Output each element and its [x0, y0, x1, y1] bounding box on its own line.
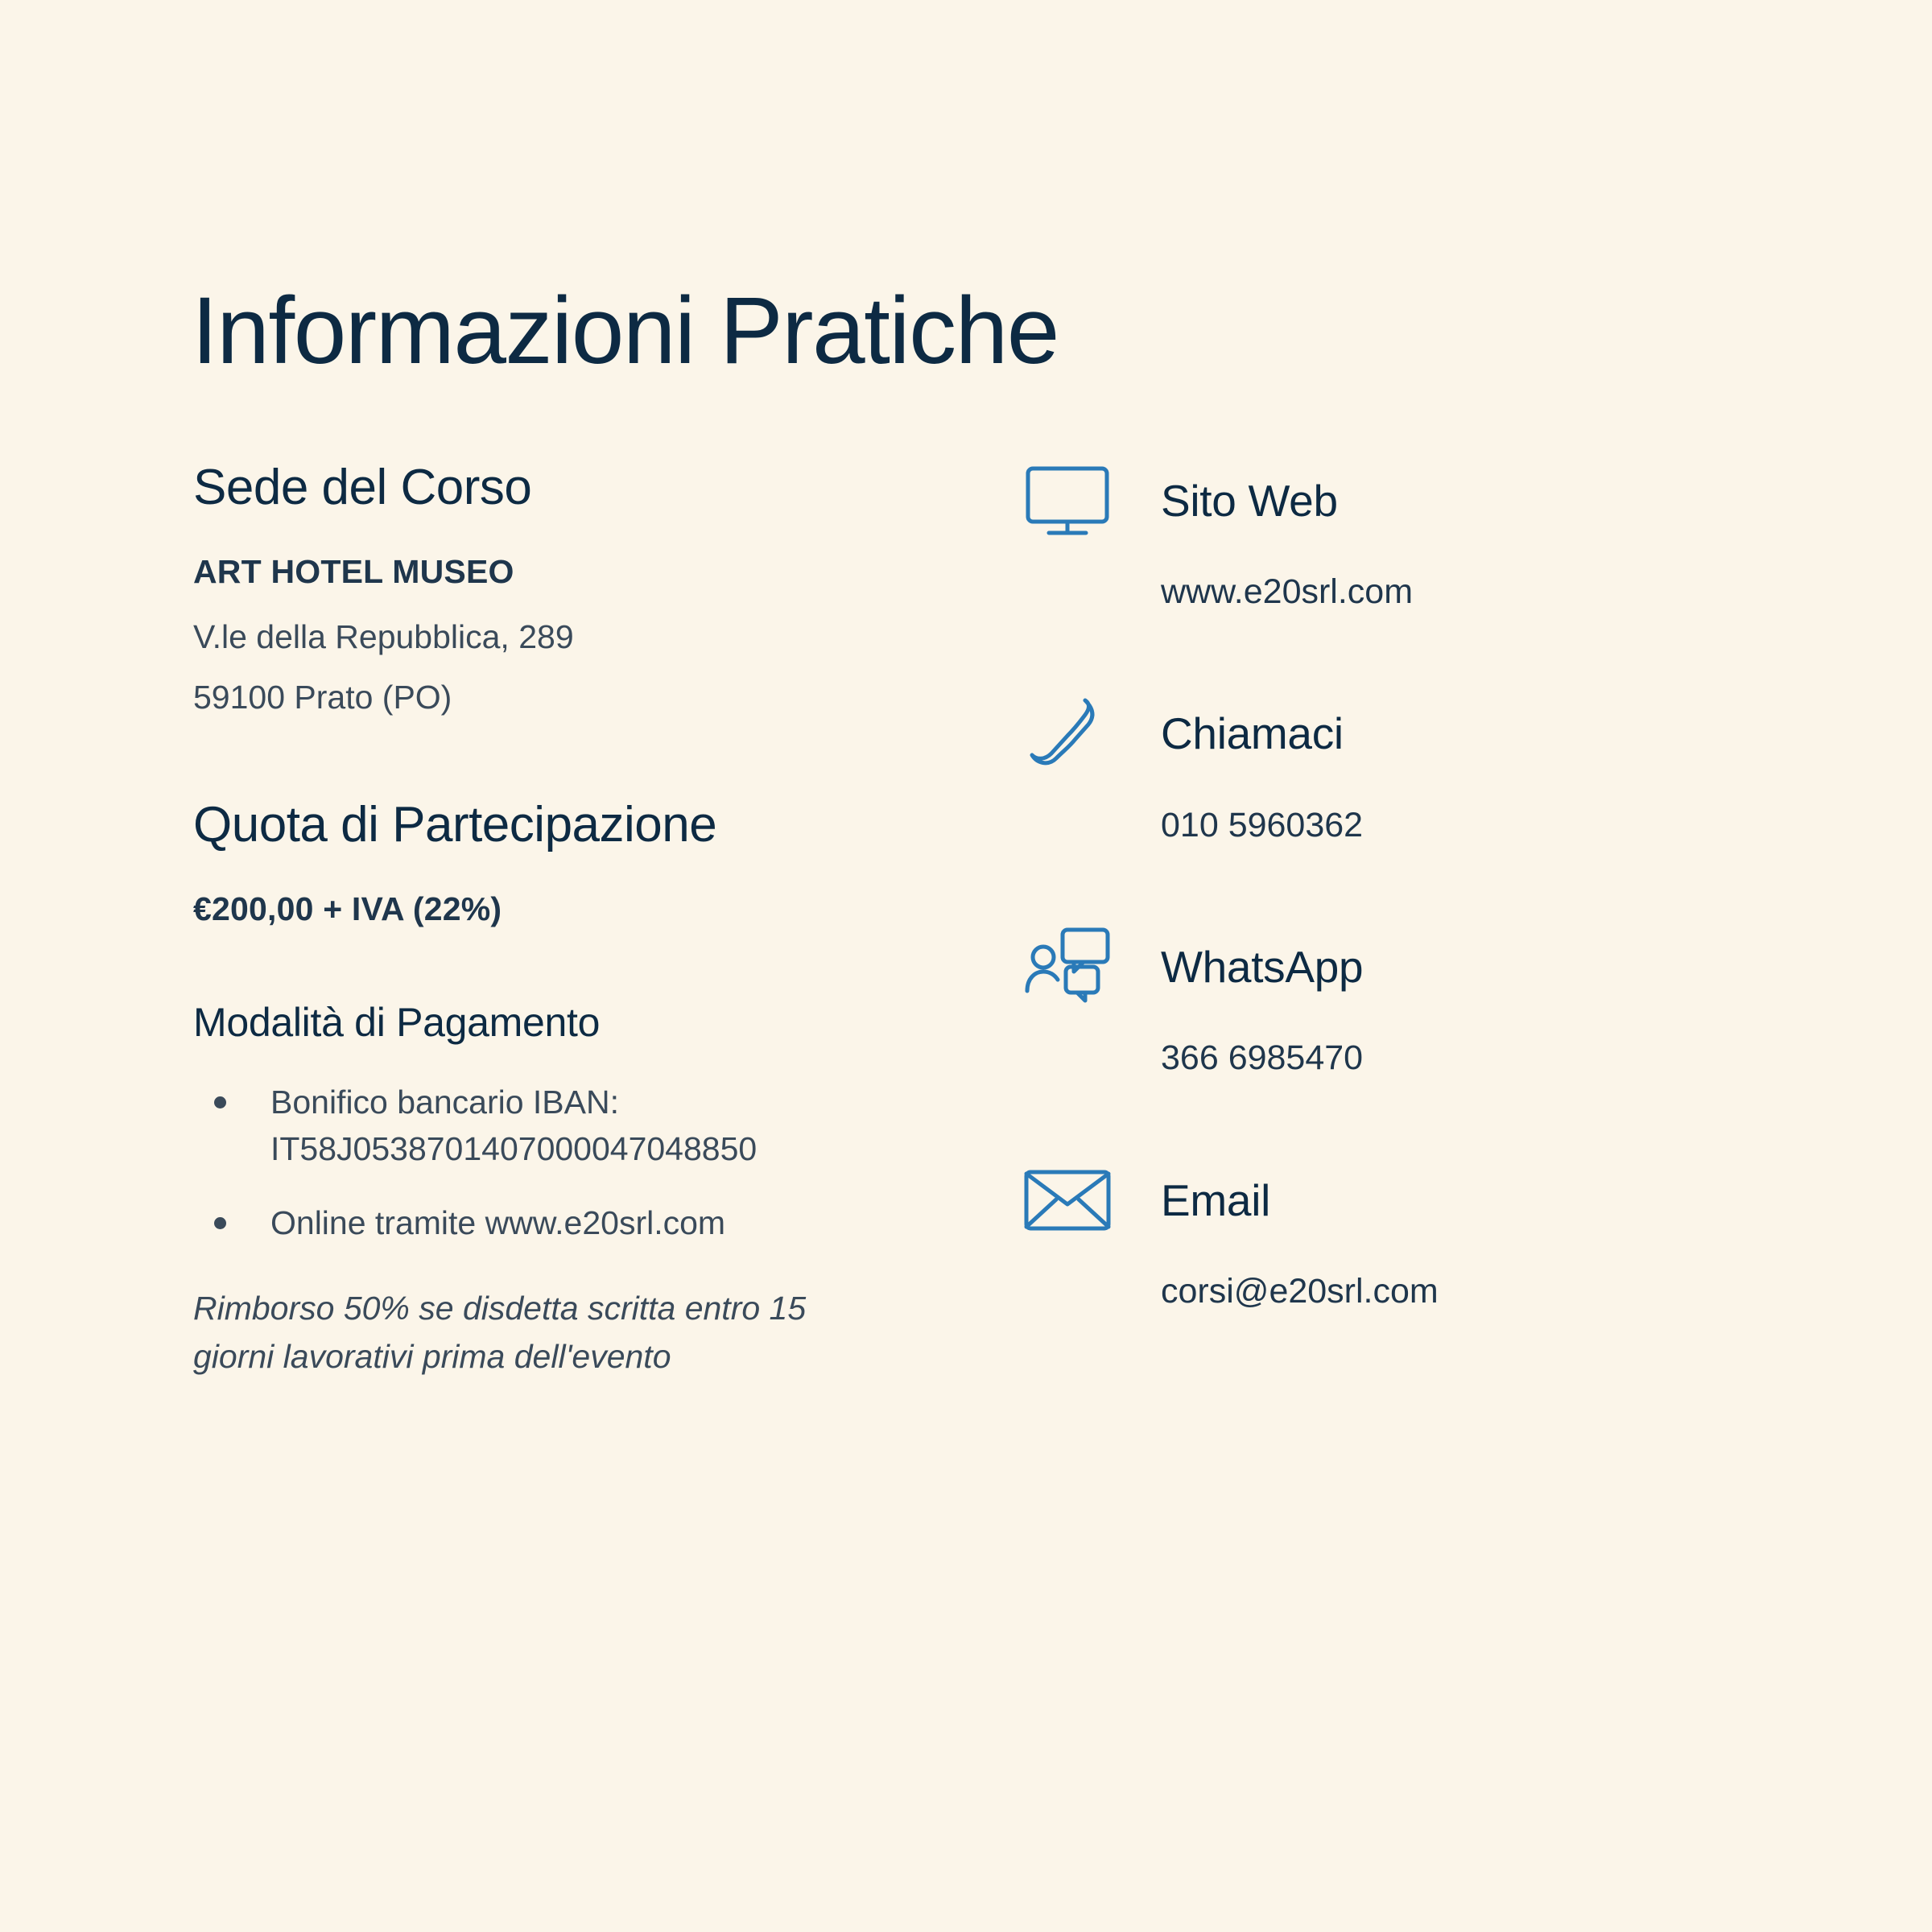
whatsapp-chat-icon: [1016, 925, 1119, 1009]
refund-note: Rimborso 50% se disdetta scritta entro 15 giorni lavorativi prima dell'evento: [193, 1290, 807, 1375]
contact-header: [1016, 692, 1789, 776]
contact-label: WhatsApp: [1161, 941, 1364, 992]
contact-label: Email: [1161, 1174, 1271, 1225]
contact-label: Sito Web: [1161, 475, 1338, 526]
payment-heading: Modalità di Pagamento: [193, 999, 601, 1045]
venue-name: ART HOTEL MUSEO: [193, 553, 514, 591]
fee-amount: €200,00 + IVA (22%): [193, 890, 502, 928]
contact-header: [1016, 1158, 1789, 1242]
monitor-icon: [1016, 459, 1119, 543]
contact-phone[interactable]: [1016, 692, 1789, 847]
list-item: Online tramite www.e20srl.com: [193, 1199, 966, 1246]
spacer: [193, 737, 966, 796]
spacer: [193, 953, 966, 998]
payment-methods-list: [193, 1079, 966, 1247]
contact-email[interactable]: [1016, 1158, 1789, 1313]
contact-value[interactable]: www.e20srl.com: [1161, 572, 1414, 611]
contact-whatsapp[interactable]: [1016, 925, 1789, 1080]
venue-address-line-1: V.le della Repubblica, 289: [193, 617, 574, 655]
contacts-column: [1016, 459, 1789, 1312]
phone-icon: [1016, 692, 1119, 776]
contact-label: Chiamaci: [1161, 708, 1344, 759]
venue-heading: Sede del Corso: [193, 460, 532, 515]
contact-website[interactable]: [1016, 459, 1789, 613]
contact-header: [1016, 459, 1789, 543]
page-title: Informazioni Pratiche: [192, 278, 1059, 385]
list-item: Bonifico bancario IBAN: IT58J0538701407000047048850: [193, 1079, 966, 1172]
contact-value[interactable]: corsi@e20srl.com: [1161, 1271, 1439, 1311]
left-column: [193, 459, 966, 1414]
contact-header: [1016, 925, 1789, 1009]
fee-heading: Quota di Partecipazione: [193, 797, 717, 853]
contact-value[interactable]: 010 5960362: [1161, 805, 1364, 844]
envelope-icon: [1016, 1158, 1119, 1242]
contact-value[interactable]: 366 6985470: [1161, 1038, 1364, 1078]
venue-address-line-2: 59100 Prato (PO): [193, 678, 452, 716]
